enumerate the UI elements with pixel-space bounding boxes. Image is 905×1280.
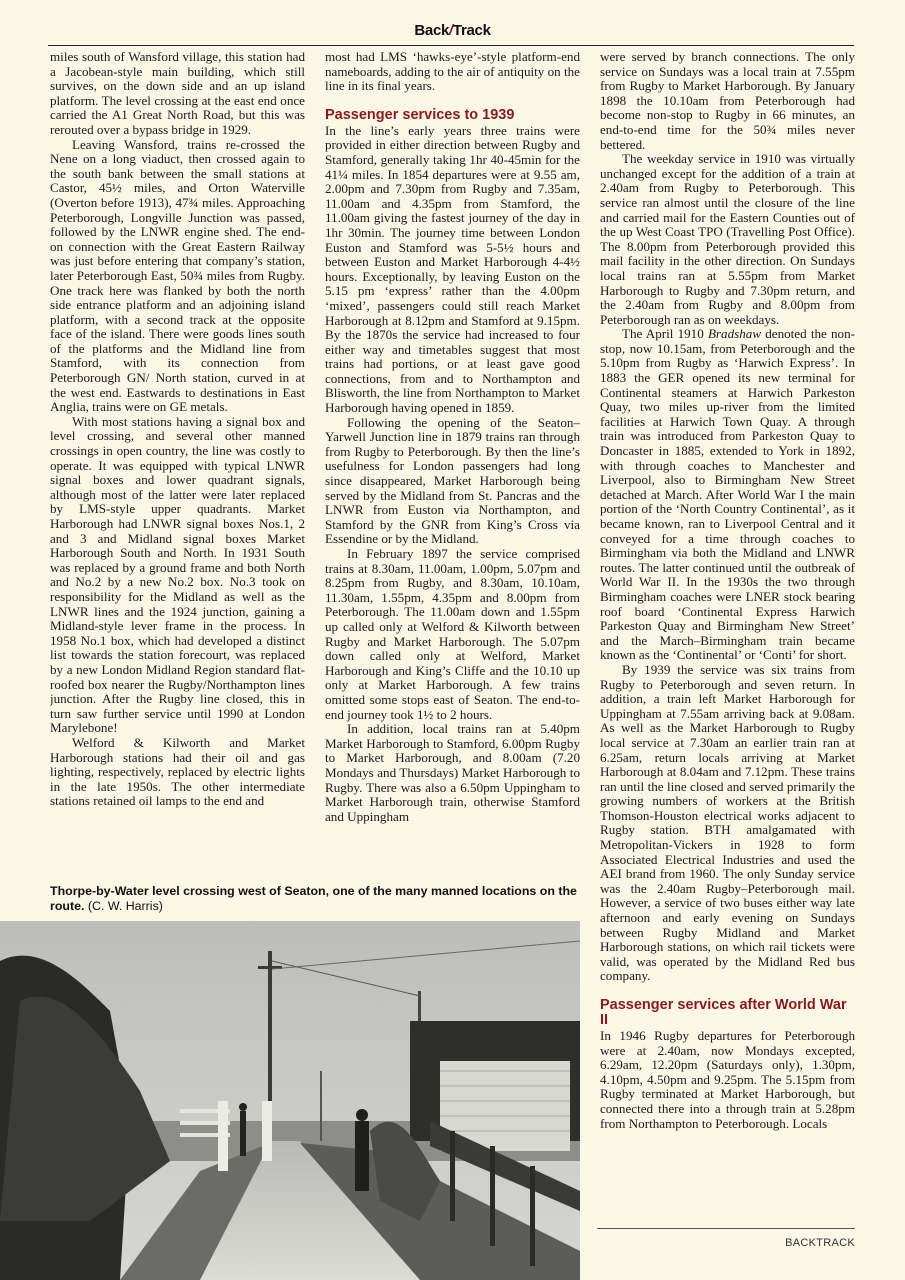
photo-illustration: [0, 921, 580, 1280]
col2-paragraph: In the line’s early years three trains were provided in either direction between Rugby and Stamford, generally taking 1hr 40-45min for the 41¼ miles. In 1854 departures were at 9.55 am, 2.00pm and 7.30pm from Rugby and 7.35am, 11.00am and 4.35pm from Stamford, the 11.00am giving the fastest journey of the day in 1hr 30min. The journey time between London Euston and Stamford was 5-5½ hours and between Euston and Market Harborough 4-4½ hours. Exceptionally, by leaving Euston on the 5.15 pm ‘express’ rather than the 4.00pm ‘mixed’, passengers could still reach Market Harborough at 8.12pm and Stamford at 9.15pm. By the 1870s the service had increased to four either way and timetables suggest that most trains had portions, or at least gave good connections, from and to Northampton and Blisworth, the line from Northampton to Market Harborough having opened in 1859.: [325, 122, 580, 416]
column-3: [600, 50, 855, 1225]
column-1: [50, 50, 305, 878]
col3-paragraph: The weekday service in 1910 was virtually unchanged except for the addition of a train at 2.40am from Rugby to Peterborough. This service ran almost until the closure of the line and carried mail for the Eastern Counties out of the up West Coast TPO (Travelling Post Office). The 8.00pm from Peterborough provided this mail facility in the other direction. On Sundays local trains ran at 5.55pm from Market Harborough to Rugby and 7.30pm return, and the 2.40am from Rugby and 8.00pm from Peterborough ran as on weekdays.: [600, 151, 855, 327]
photo-caption: Thorpe-by-Water level crossing west of Seaton, one of the many manned locations on the route. (C. W. Harris): [50, 884, 577, 913]
col3-paragraph: were served by branch connections. The only service on Sundays was a local train at 7.55pm from Rugby to Market Harborough. By January 1898 the 10.10am from Peterborough had become non-stop to Rugby in 66 minutes, an end-to-end time for the 50¾ miles never bettered.: [600, 50, 855, 152]
col2-paragraph: In addition, local trains ran at 5.40pm Market Harborough to Stamford, 6.00pm Rugby to Market Harborough, and 8.00am (7.20 Mondays and Thursdays) Market Harborough to Rugby. There was also a 6.50pm Uppingham to Market Harborough train, otherwise Stamford and Uppingham: [325, 721, 580, 824]
level-crossing-photo: [0, 921, 580, 1280]
masthead-logo: Back/Track: [414, 22, 491, 39]
col1-paragraph: miles south of Wansford village, this station had a Jacobean-style main building, which still survives, on the down side and an up island platform. The level crossing at the east end once carried the A1 Great North Road, but this was rerouted over a bypass bridge in 1929.: [50, 50, 305, 137]
footer-label: BACKTRACK: [785, 1237, 855, 1249]
col2-intro: most had LMS ‘hawks-eye’-style platform-end nameboards, adding to the air of antiquity on the line in its final years.: [325, 50, 580, 94]
header-rule: [48, 45, 854, 46]
col3-paragraph: In 1946 Rugby departures for Peterborough were at 2.40am, now Mondays excepted, 6.29am, 12.20pm (Saturdays only), 1.30pm, 4.10pm, 4.50pm and 9.25pm. The 5.15pm from Rugby terminated at Market Harborough, but connected there into a through train at 5.28pm from Northampton to Peterborough. Locals: [600, 1028, 855, 1131]
col3-paragraph-bradshaw: The April 1910 Bradshaw denoted the non-stop, now 10.15am, from Peterborough and the 5.10pm from Rugby as ‘Harwich Express’. In 1883 the GER opened its new terminal for Continental steamers at Harwich Parkeston Quay, two miles up-river from the limited facilities at Harwich Town Quay. A through train was introduced from Parkeston Quay to Doncaster in 1885, extended to York in 1892, with through coaches to Manchester and Liverpool, also to Birmingham New Street detached at March. After World War I the main portion of the ‘North Country Continental’, as it became known, ran to Liverpool Central and it conveyed for a time through coaches to Birmingham via both the Midland and LNWR routes. The latter continued until the outbreak of World War II. In the 1930s the two through Birmingham coaches were LNER stock bearing roof board ‘Continental Express Harwich Parkeston Quay and Birmingham New Street’ and the March–Birmingham train became known as the ‘Continental’ or ‘Conti’ for short.: [600, 326, 855, 663]
col1-paragraph: With most stations having a signal box and level crossing, and several other manned crossings in open country, the line was costly to operate. It was equipped with typical LNWR signal boxes and lower quadrant signals, although most of the latter were later replaced by LMS-style upper quadrants. Market Harborough had LNWR signal boxes Nos.1, 2 and 3 and Midland signal boxes Market Harborough South and North. In 1931 South was replaced by a ground frame and both North and No.2 by a new No.2 box. No.3 took on responsibility for the Midland as well as the LNWR lines and the 1924 junction, gaining a Midland-style lever frame in the process. In 1958 No.1 box, which had developed a distinct list towards the station forecourt, was replaced by a new London Midland Region standard flat-roofed box nearer the Rugby/Northampton lines junction. After the Rugby line closed, this in turn saw further service until 1990 at London Marylebone!: [50, 413, 305, 736]
col2-paragraph: In February 1897 the service comprised trains at 8.30am, 11.00am, 1.00pm, 5.07pm and 8.25pm from Rugby, and 8.30am, 10.10am, 11.30am, 1.55pm, 4.35pm and 8.00pm from Peterborough. The 11.00am down and 1.55pm up called only at Welford & Kilworth between Rugby and Market Harborough. The 5.07pm down called only at Welford, Market Harborough and King’s Cliffe and the 10.10 up only at Market Harborough. A few trains omitted some stops east of Seaton. The end-to-end journey took 1½ to 2 hours.: [325, 546, 580, 722]
bradshaw-title: Bradshaw: [707, 326, 762, 342]
col1-paragraph: Leaving Wansford, trains re-crossed the Nene on a long viaduct, then crossed again to the south bank between the small stations at Castor, 45½ miles, and Orton Waterville (Overton before 1913), 47¾ miles. Approaching Peterborough, Longville Junction was passed, followed by the LNWR engine shed. The end-on connection with the Great Eastern Railway was just before entering that company’s station, later Peterborough East, 50¾ miles from Rugby. One track here was flanked by both the north side entrance platform and an adjoining island platform, with a second track at the opposite face of the island. There were goods lines south of the platforms and the Midland line from Stamford, with its connection from Peterborough GN/ North station, curved in at the west end. Eastwards to destinations in East Anglia, trains were on GE metals.: [50, 136, 305, 415]
section-heading-pre-1939: Passenger services to 1939: [325, 106, 515, 123]
col2-paragraph: Following the opening of the Seaton–Yarwell Junction line in 1879 trains ran through from Rugby to Peterborough. By then the line’s usefulness for London passengers had long since disappeared, Market Harborough being served by the Midland from St. Pancras and the LNWR from Euston via Northampton, and Stamford by the GNR from King’s Cross via Essendine or by the Midland.: [325, 414, 580, 547]
section-heading-post-war: Passenger services after World War II: [600, 997, 847, 1028]
column-2: [325, 50, 580, 878]
col3-paragraph: By 1939 the service was six trains from Rugby to Peterborough and seven return. In addition, a train left Market Harborough for Uppingham at 7.55am arriving back at 9.08am. As well as the Market Harborough to Rugby local service at 7.30am an earlier train ran at 6.25am, return locals arriving at Market Harborough at 8.04am and 7.12pm. These trains ran until the line closed and served primarily the growing numbers of workers at the British Thomson-Houston electrical works adjacent to Rugby station. BTH amalgamated with Metropolitan-Vickers in 1928 to form Associated Electrical Industries and used the AEI brand from 1960. The only Sunday service was the 2.40am Rugby–Peterborough mail. However, a service of two buses either way late afternoon and early evening on Sundays between Rugby Midland and Market Harborough stations, on which rail tickets were valid, was operated by the Midland Red bus company.: [600, 661, 855, 984]
col1-paragraph: Welford & Kilworth and Market Harborough stations had their oil and gas lighting, respectively, replaced by electric lights in the late 1950s. The other intermediate stations retained oil lamps to the end and: [50, 734, 305, 809]
footer-rule: [597, 1228, 855, 1229]
